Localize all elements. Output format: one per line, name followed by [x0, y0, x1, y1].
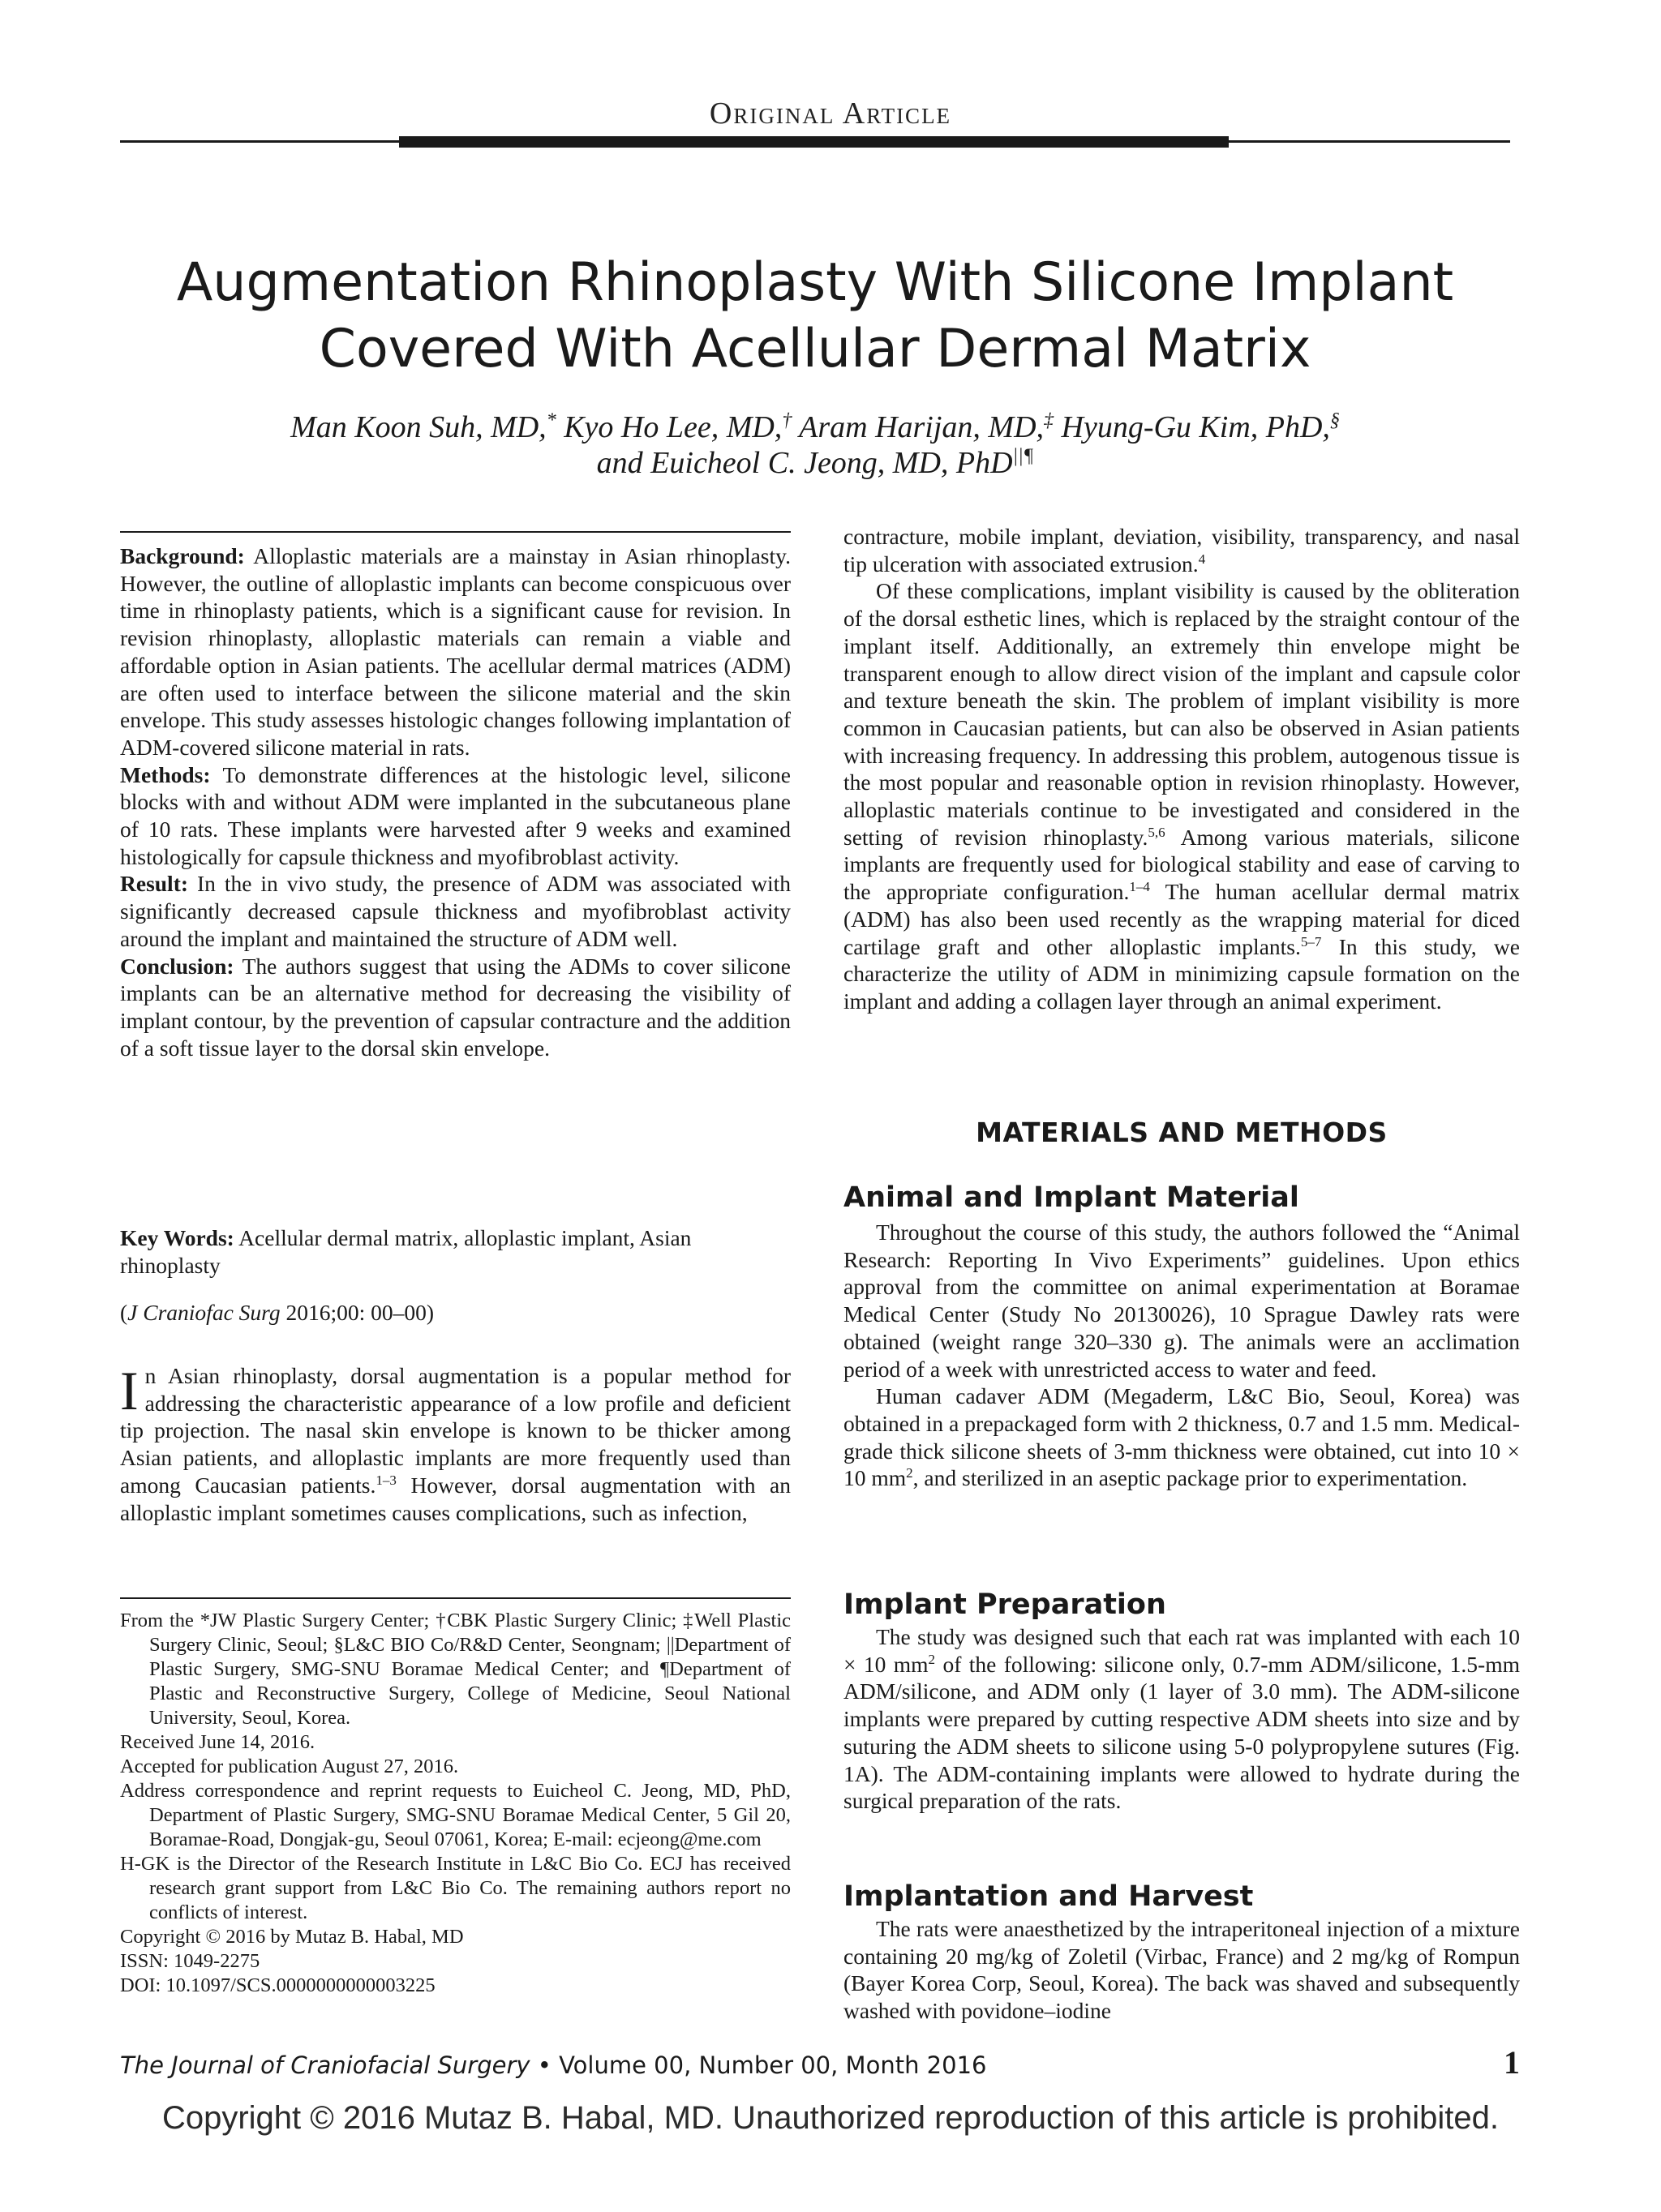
keywords-text: Acellular dermal matrix, alloplastic implant, Asian rhinoplasty — [120, 1225, 692, 1278]
conclusion-label: Conclusion: — [120, 953, 234, 979]
p2-text-c: The human acellular dermal matrix (ADM) has also been used recently as the wrapping material for diced cartilage graft and other alloplastic implants. — [843, 879, 1520, 959]
abstract-conclusion — [120, 953, 791, 1062]
intro-text-b: However, dorsal augmentation with an alloplastic implant sometimes causes complications, such as infection, — [120, 1472, 792, 1525]
keywords-label: Key Words: — [120, 1225, 234, 1250]
implant-preparation-heading: Implant Preparation — [843, 1588, 1166, 1621]
animal-paragraph-2 — [843, 1382, 1520, 1492]
intro-paragraph-2 — [843, 577, 1520, 1014]
introduction — [120, 1362, 791, 1526]
journal-issue: • Volume 00, Number 00, Month 2016 — [530, 2051, 987, 2079]
animal-p2-text-b: , and sterilized in an aseptic package prior to experimentation. — [912, 1465, 1468, 1491]
author-line-1 — [120, 409, 1510, 445]
p2-text-b: Among various materials, silicone implants are frequently used for biological stability and ease of carving to the appropriate configuration. — [843, 824, 1520, 905]
abstract-background — [120, 542, 791, 761]
author-lee-mark: † — [782, 409, 792, 431]
implantation-harvest-text — [843, 1915, 1520, 2025]
footnotes — [120, 1597, 791, 1998]
methods-text: To demonstrate differences at the histologic level, silicone blocks with and without ADM were implanted in the subcutaneous plane of 10 rats. These implants were harvested after 9 weeks and examined histologically for capsule thickness and myofibroblast activity. — [120, 761, 791, 869]
section-label: Original Article — [709, 96, 952, 131]
animal-material-heading: Animal and Implant Material — [843, 1181, 1299, 1214]
background-label: Background: — [120, 543, 245, 568]
journal-footer — [120, 2051, 986, 2079]
copyright-banner: Copyright © 2016 Mutaz B. Habal, MD. Unauthorized reproduction of this article is prohibited. — [161, 2100, 1500, 2136]
p2-text-a: Of these complications, implant visibility is caused by the obliteration of the dorsal esthetic lines, which is replaced by the straight contour of the implant itself. Additionally, an extremely thin envelope might be transparent enough to allow direct vision of the implant and capsule color and texture beneath the skin. The problem of implant visibility is more common in Caucasian patients, but can also be observed in Asian patients with increasing frequency. In addressing this problem, autogenous tissue is the most popular and reasonable option in revision rhinoplasty. However, alloplastic materials continue to be investigated and considered in the setting of revision rhinoplasty. — [843, 578, 1520, 850]
author-list — [120, 409, 1510, 481]
prep-paragraph — [843, 1623, 1520, 1815]
author-line-2 — [120, 445, 1510, 481]
citation-open: ( — [120, 1300, 128, 1325]
author-suh: Man Koon Suh, MD, — [290, 410, 547, 444]
citation-journal: J Craniofac Surg — [127, 1300, 281, 1325]
result-label: Result: — [120, 871, 189, 897]
title-line-1: Augmentation Rhinoplasty With Silicone Implant — [176, 252, 1454, 313]
animal-p2-text-a: Human cadaver ADM (Megaderm, L&C Bio, Seoul, Korea) was obtained in a prepackaged form with 2 thickness, 0.7 and 1.5 mm. Medical-grade thick silicone sheets of 3-mm thickness were obtained, cut into 10 × 10 mm — [843, 1383, 1520, 1491]
author-harijan: Aram Harijan, MD, — [792, 410, 1045, 444]
journal-name: The Journal of Craniofacial Surgery — [120, 2051, 530, 2079]
author-harijan-mark: ‡ — [1044, 409, 1054, 431]
result-text: In the in vivo study, the presence of ADM was associated with significantly decreased capsule thickness and myofibroblast activity around the implant and maintained the structure of ADM well. — [120, 871, 791, 951]
implant-preparation-text — [843, 1623, 1520, 1815]
animal-material-text — [843, 1219, 1520, 1492]
abstract — [120, 531, 791, 1061]
footnote-received: Received June 14, 2016. — [120, 1731, 315, 1753]
harvest-paragraph: The rats were anaesthetized by the intraperitoneal injection of a mixture containing 20 mg/kg of Zoletil (Virbac, France) and 2 mg/kg of Rompun (Bayer Korea Corp, Seoul, Korea). The back was shaved and subsequently washed with povidone–iodine — [843, 1916, 1520, 2024]
author-lee: Kyo Ho Lee, MD, — [556, 410, 783, 444]
intro-cont-ref: 4 — [1198, 551, 1206, 567]
abstract-methods — [120, 761, 791, 871]
author-kim: Hyung-Gu Kim, PhD, — [1054, 410, 1330, 444]
animal-paragraph-1: Throughout the course of this study, the authors followed the “Animal Research: Reporting In Vivo Experiments” guidelines. Upon ethics approval from the committee on animal experimentation at Boramae Medical Center (Study No 20130026), 10 Sprague Dawley rats were obtained (weight range 320–330 g). The animals were an acclimation period of a week with unrestricted access to water and feed. — [843, 1220, 1520, 1382]
footnote-copyright: Copyright © 2016 by Mutaz B. Habal, MD — [120, 1926, 464, 1948]
page-number: 1 — [1504, 2044, 1520, 2081]
conclusion-text: The authors suggest that using the ADMs to cover silicone implants can be an alternative method for decreasing the visibility of implant contour, by the prevention of capsular contracture and the addition of a soft tissue layer to the dorsal skin envelope. — [120, 953, 791, 1061]
intro-continued — [843, 523, 1520, 1015]
prep-text-b: of the following: silicone only, 0.7-mm ADM/silicone, 1.5-mm ADM/silicone, and ADM only (1 layer of 3.0 mm). The ADM-silicone implants were prepared by cutting respective ADM sheets into size and by suturing the ADM sheets to silicone using 5-0 polypropylene sutures (Fig. 1A). The ADM-containing implants were allowed to hydrate during the surgical preparation of the rats. — [843, 1651, 1520, 1814]
author-suh-mark: * — [546, 409, 556, 431]
header-rule-thick — [399, 136, 1229, 148]
footnote-correspondence: Address correspondence and reprint requests to Euicheol C. Jeong, MD, PhD, Department of Plastic Surgery, SMG-SNU Boramae Medical Center, 5 Gil 20, Boramae-Road, Dongjak-gu, Seoul 07061, Korea; E-mail: ecjeong@me.com — [120, 1780, 791, 1850]
footnote-accepted: Accepted for publication August 27, 2016. — [120, 1755, 459, 1777]
footnote-issn: ISSN: 1049-2275 — [120, 1950, 260, 1972]
intro-cont-paragraph — [843, 523, 1520, 577]
abstract-result — [120, 870, 791, 952]
author-jeong: and Euicheol C. Jeong, MD, PhD — [596, 446, 1013, 480]
prep-heading-block — [843, 1588, 1520, 1622]
prep-sup: 2 — [928, 1651, 936, 1667]
author-kim-mark: § — [1329, 409, 1340, 431]
drop-cap: I — [120, 1360, 139, 1421]
p2-ref-2: 1–4 — [1129, 878, 1150, 894]
intro-ref-a: 1–3 — [376, 1472, 397, 1488]
intro-cont-text: contracture, mobile implant, deviation, visibility, transparency, and nasal tip ulceration with associated extrusion. — [843, 524, 1520, 577]
footnote-doi: DOI: 10.1097/SCS.0000000000003225 — [120, 1974, 436, 1996]
materials-methods-heading-block — [843, 1119, 1520, 1147]
keywords — [120, 1224, 791, 1279]
materials-methods-heading: MATERIALS AND METHODS — [976, 1117, 1388, 1148]
citation — [120, 1299, 791, 1327]
harvest-heading-block — [843, 1880, 1520, 1914]
p2-ref-3: 5–7 — [1300, 933, 1322, 950]
methods-label: Methods: — [120, 761, 211, 787]
prep-text-a: The study was designed such that each rat was implanted with each 10 × 10 mm — [843, 1624, 1520, 1677]
footnote-affiliations: From the *JW Plastic Surgery Center; †CBK Plastic Surgery Clinic; ‡Well Plastic Surgery Clinic, Seoul; §L&C BIO Co/R&D Center, Seongnam; ||Department of Plastic Surgery, SMG-SNU Boramae Medical Center; and ¶Department of Plastic and Reconstructive Surgery, College of Medicine, Seoul National University, Seoul, Korea. — [120, 1610, 791, 1729]
title-line-2: Covered With Acellular Dermal Matrix — [319, 319, 1311, 379]
p2-ref-1: 5,6 — [1148, 824, 1165, 840]
intro-text-a: n Asian rhinoplasty, dorsal augmentation is a popular method for addressing the characteristic appearance of a low profile and deficient tip projection. The nasal skin envelope is known to be thicker among Asian patients, and alloplastic implants are more frequently used than among Caucasian patients. — [120, 1363, 791, 1498]
background-text: Alloplastic materials are a mainstay in Asian rhinoplasty. However, the outline of alloplastic implants can become conspicuous over time in rhinoplasty patients, which is a significant cause for revision. In revision rhinoplasty, alloplastic materials can remain a viable and affordable option in Asian patients. The acellular dermal matrices (ADM) are often used to interface between the silicone material and the skin envelope. This study assesses histologic changes following implantation of ADM-covered silicone material in rats. — [120, 543, 791, 760]
author-jeong-mark: ||¶ — [1012, 445, 1034, 467]
citation-rest: 2016;00: 00–00) — [280, 1300, 435, 1325]
animal-p2-sup: 2 — [906, 1465, 913, 1481]
implantation-harvest-heading: Implantation and Harvest — [843, 1880, 1254, 1913]
article-title — [120, 250, 1510, 383]
p2-text-d: In this study, we characterize the utility of ADM in minimizing capsule formation on the implant and adding a collagen layer through an animal experiment. — [843, 933, 1520, 1014]
footnote-disclosure: H-GK is the Director of the Research Institute in L&C Bio Co. ECJ has received research grant support from L&C Bio Co. The remaining authors report no conflicts of interest. — [120, 1853, 791, 1923]
animal-heading-block — [843, 1181, 1520, 1215]
